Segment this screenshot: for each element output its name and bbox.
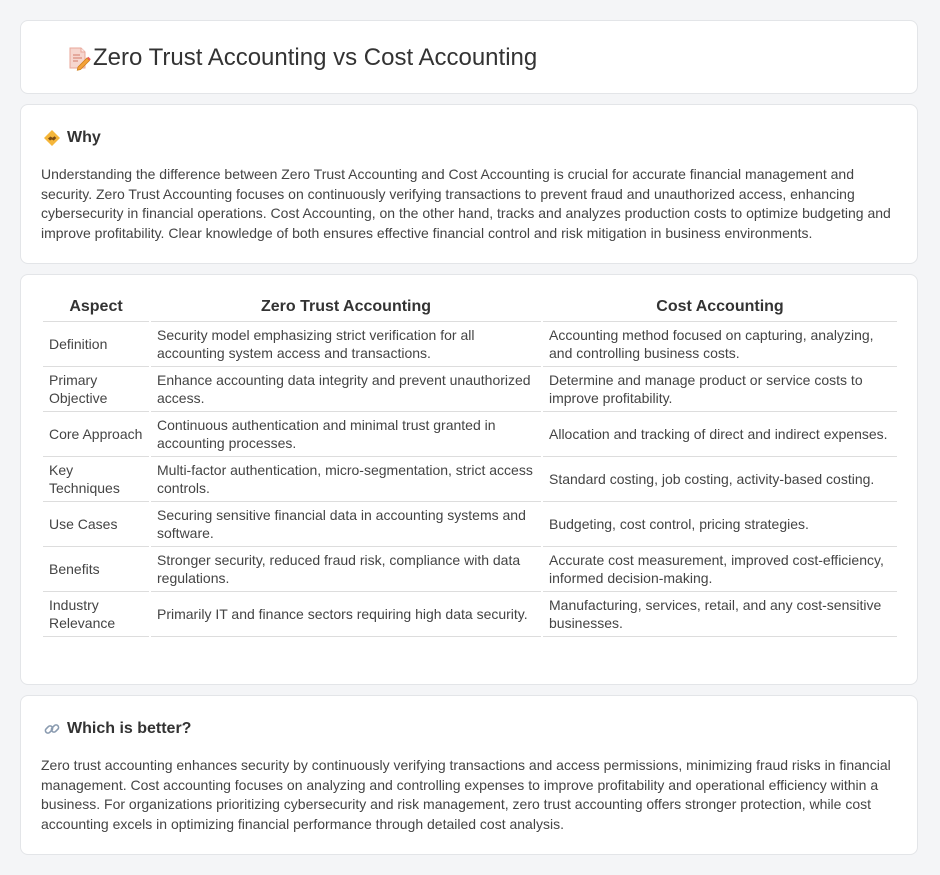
document-pencil-icon bbox=[65, 45, 91, 71]
aspect-cell: Key Techniques bbox=[43, 457, 149, 502]
why-text: Understanding the difference between Zero Trust Accounting and Cost Accounting is crucial for accurate financial management and security. Zero Trust Accounting focuses on continuously verifying transactions to prevent fraud and unauthorized access, enhancing cybersecurity in financial operations. Cost Accounting, on the other hand, tracks and analyzes production costs to optimize budgeting and improve profitability. Clear knowledge of both ensures effective financial control and risk mitigation in business environments. bbox=[41, 166, 891, 241]
handshake-icon bbox=[43, 129, 61, 147]
aspect-cell: Core Approach bbox=[43, 412, 149, 457]
cost-cell: Determine and manage product or service costs to improve profitability. bbox=[543, 367, 897, 412]
cost-cell: Manufacturing, services, retail, and any cost-sensitive businesses. bbox=[543, 592, 897, 637]
why-heading: Why bbox=[67, 129, 101, 146]
table-row bbox=[43, 502, 897, 547]
why-section bbox=[20, 104, 918, 264]
table-row bbox=[43, 367, 897, 412]
table-row bbox=[43, 457, 897, 502]
better-text: Zero trust accounting enhances security by continuously verifying transactions and access permissions, minimizing fraud risks in financial management. Cost accounting focuses on analyzing and controlling expenses to improve profitability and operational efficiency within a business. For organizations prioritizing cybersecurity and risk management, zero trust accounting offers stronger protection, while cost accounting excels in optimizing financial performance through detailed cost analysis. bbox=[41, 757, 891, 832]
zero-trust-cell: Securing sensitive financial data in accounting systems and software. bbox=[151, 502, 541, 547]
comparison-table bbox=[41, 297, 899, 637]
zero-trust-cell: Multi-factor authentication, micro-segmentation, strict access controls. bbox=[151, 457, 541, 502]
table-row bbox=[43, 412, 897, 457]
table-row bbox=[43, 322, 897, 367]
aspect-cell: Industry Relevance bbox=[43, 592, 149, 637]
better-heading: Which is better? bbox=[67, 720, 192, 737]
table-header-row bbox=[43, 297, 897, 322]
page-title: Zero Trust Accounting vs Cost Accounting bbox=[93, 44, 538, 71]
comparison-table-card bbox=[20, 274, 918, 685]
table-row bbox=[43, 592, 897, 637]
aspect-cell: Benefits bbox=[43, 547, 149, 592]
which-is-better-section bbox=[20, 695, 918, 855]
cost-cell: Allocation and tracking of direct and indirect expenses. bbox=[543, 412, 897, 457]
cost-cell: Accounting method focused on capturing, analyzing, and controlling business costs. bbox=[543, 322, 897, 367]
zero-trust-cell: Stronger security, reduced fraud risk, compliance with data regulations. bbox=[151, 547, 541, 592]
cost-cell: Budgeting, cost control, pricing strategies. bbox=[543, 502, 897, 547]
aspect-cell: Use Cases bbox=[43, 502, 149, 547]
title-card bbox=[20, 20, 918, 94]
table-row bbox=[43, 547, 897, 592]
column-header-cost: Cost Accounting bbox=[543, 297, 897, 322]
column-header-zero-trust: Zero Trust Accounting bbox=[151, 297, 541, 322]
zero-trust-cell: Continuous authentication and minimal trust granted in accounting processes. bbox=[151, 412, 541, 457]
aspect-cell: Definition bbox=[43, 322, 149, 367]
zero-trust-cell: Security model emphasizing strict verification for all accounting system access and transactions. bbox=[151, 322, 541, 367]
aspect-cell: Primary Objective bbox=[43, 367, 149, 412]
link-icon bbox=[43, 720, 61, 738]
cost-cell: Standard costing, job costing, activity-based costing. bbox=[543, 457, 897, 502]
cost-cell: Accurate cost measurement, improved cost-efficiency, informed decision-making. bbox=[543, 547, 897, 592]
zero-trust-cell: Enhance accounting data integrity and prevent unauthorized access. bbox=[151, 367, 541, 412]
zero-trust-cell: Primarily IT and finance sectors requiring high data security. bbox=[151, 592, 541, 637]
column-header-aspect: Aspect bbox=[43, 297, 149, 322]
